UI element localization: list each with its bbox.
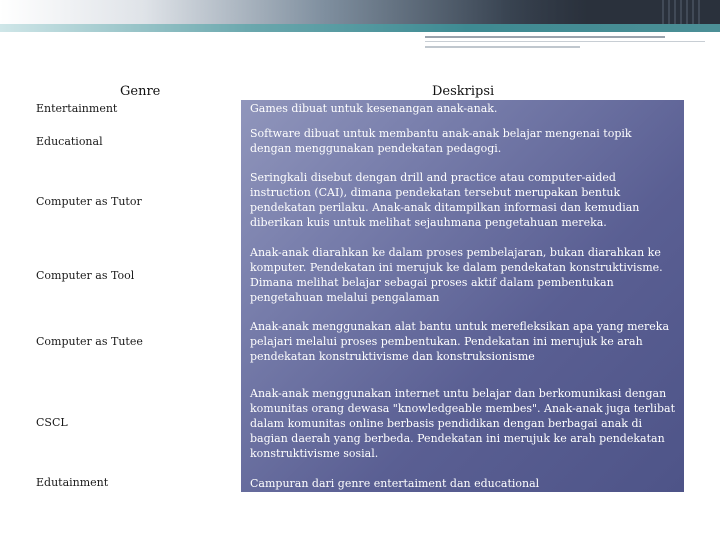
genre-table: [36, 82, 684, 492]
description-cell: Campuran dari genre entertaiment dan educational: [250, 477, 540, 490]
decorative-rule: [425, 41, 705, 42]
genre-cell: Computer as Tool: [36, 248, 241, 314]
genre-cell: Educational: [36, 122, 241, 182]
description-cell: Games dibuat untuk kesenangan anak-anak.: [250, 102, 498, 115]
description-cell: Software dibuat untuk membantu anak-anak belajar mengenai topik dengan menggunakan pendekatan pedagogi.: [250, 127, 632, 155]
accent-strip: [0, 24, 720, 32]
genre-cell: CSCL: [36, 382, 241, 474]
description-cell: Anak-anak menggunakan internet untu belajar dan berkomunikasi dengan komunitas orang dewasa "knowledgeable membes". Anak-anak juga terlibat dalam komunitas online berbasis pendidikan dengan berbagai anak di bagian daerah yang berbeda. Pendekatan ini merujuk ke arah pendekatan konstruktivisme sosial.: [250, 387, 675, 460]
genre-cell: Computer as Tutor: [36, 182, 241, 248]
decorative-rule: [425, 46, 580, 48]
header-stripes: [662, 0, 702, 24]
column-header-description: Deskripsi: [432, 84, 495, 99]
genre-cell: Computer as Tutee: [36, 314, 241, 382]
description-cell: Anak-anak menggunakan alat bantu untuk merefleksikan apa yang mereka pelajari melalui proses pembentukan. Pendekatan ini merujuk ke arah pendekatan konstruktivisme dan konstruksionisme: [250, 320, 670, 363]
decorative-rule: [425, 36, 665, 38]
description-cell: Anak-anak diarahkan ke dalam proses pembelajaran, bukan diarahkan ke komputer. Pendekatan ini merujuk ke dalam pendekatan konstruktivisme. Dimana melihat belajar sebagai proses aktif dalam pembentukan pengetahuan melalui pengalaman: [250, 246, 663, 304]
table-header: [36, 82, 684, 100]
genre-cell: Edutainment: [36, 474, 241, 493]
column-header-genre: Genre: [120, 84, 161, 99]
description-cell: Seringkali disebut dengan drill and practice atau computer-aided instruction (CAI), dimana pendekatan tersebut merupakan bentuk pendekatan perilaku. Anak-anak ditampilkan informasi dan kemudian diberikan kuis untuk melihat sejauhmana pengetahuan mereka.: [250, 171, 640, 229]
genre-cell: Entertainment: [36, 100, 241, 123]
